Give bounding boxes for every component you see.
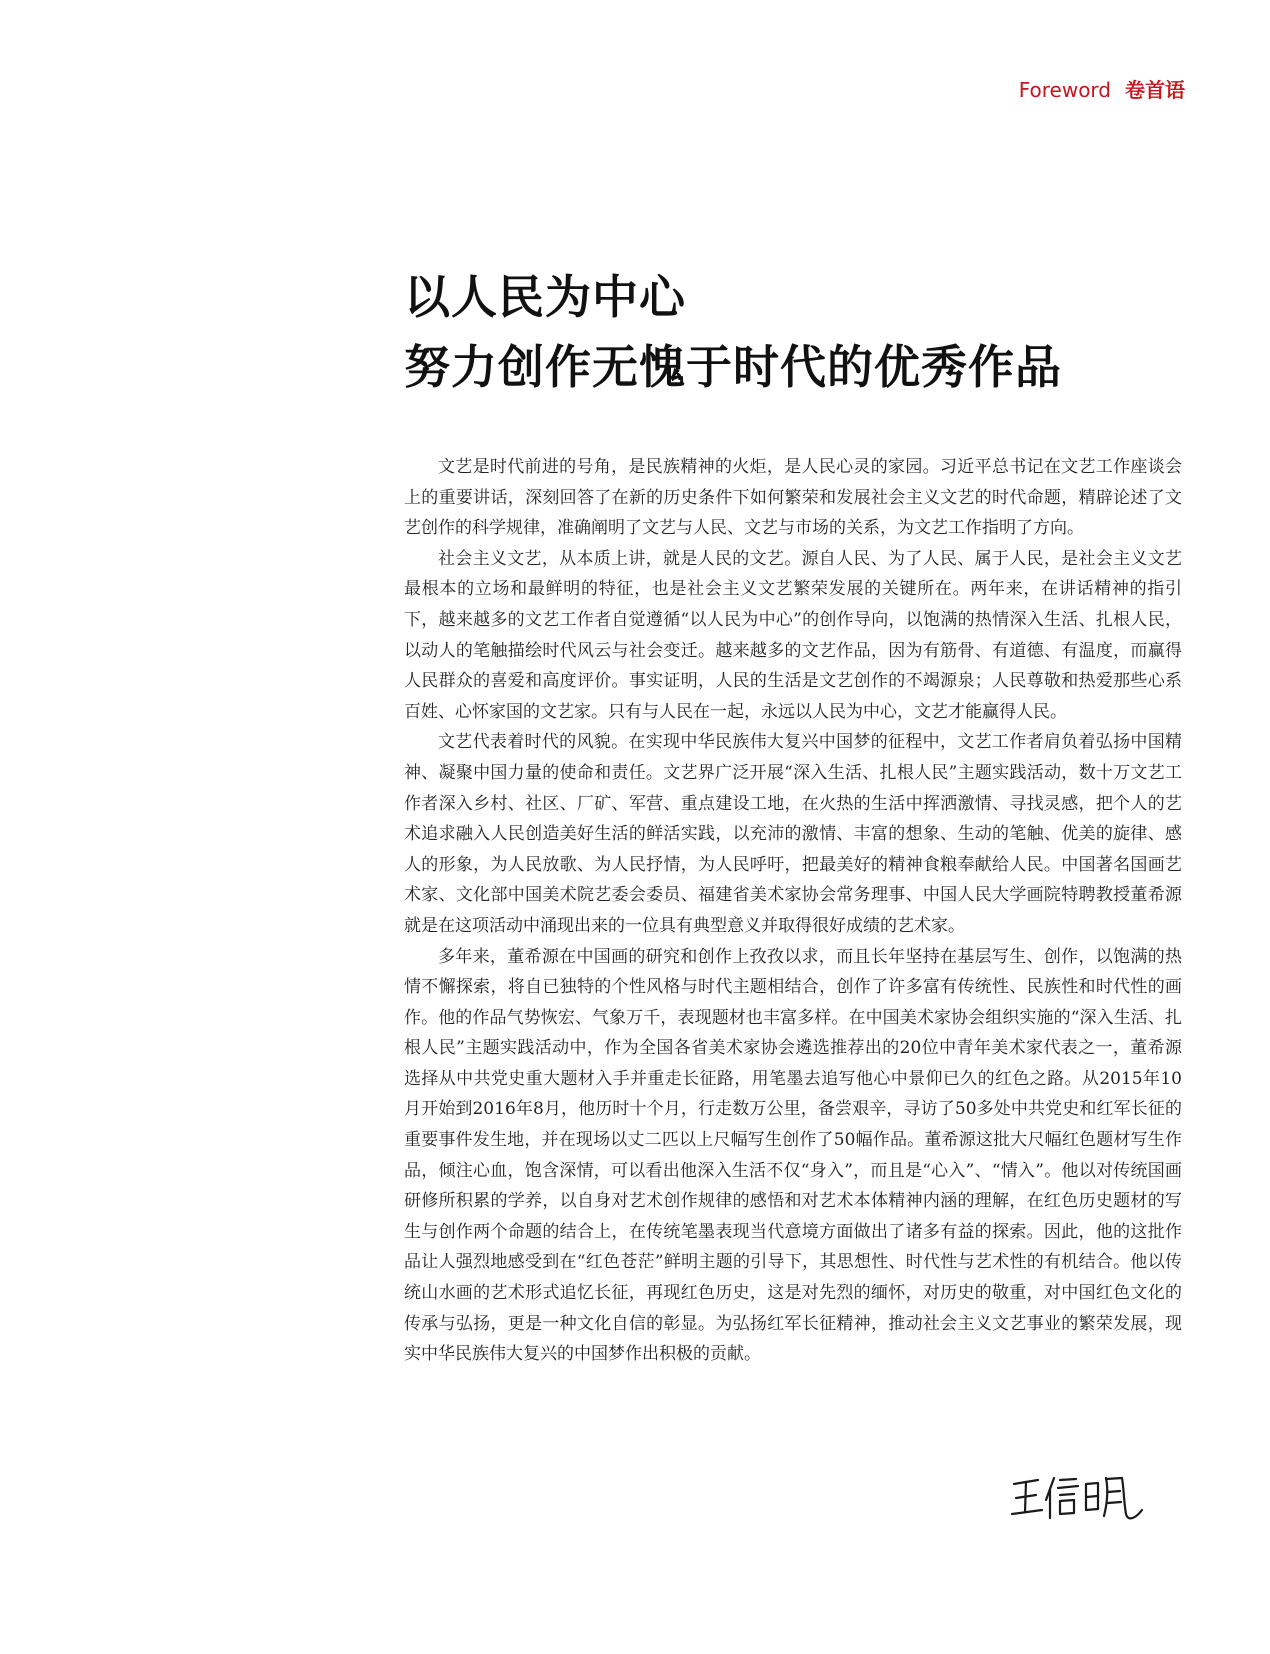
signature-icon: [1008, 1470, 1148, 1530]
paragraph-3: 文艺代表着时代的风貌。在实现中华民族伟大复兴中国梦的征程中，文艺工作者肩负着弘扬中国精神、凝聚中国力量的使命和责任。文艺界广泛开展“深入生活、扎根人民”主题实践活动，数十万文艺工作者深入乡村、社区、厂矿、军营、重点建设工地，在火热的生活中挥洒激情、寻找灵感，把个人的艺术追求融入人民创造美好生活的鲜活实践，以充沛的激情、丰富的想象、生动的笔触、优美的旋律、感人的形象，为人民放歌、为人民抒情，为人民呼吁，把最美好的精神食粮奉献给人民。中国著名国画艺术家、文化部中国美术院艺委会委员、福建省美术家协会常务理事、中国人民大学画院特聘教授董希源就是在这项活动中涌现出来的一位具有典型意义并取得很好成绩的艺术家。: [404, 732, 1182, 936]
article-body: [404, 452, 1182, 1370]
title-line-1: 以人民为中心: [404, 270, 686, 324]
paragraph-2: 社会主义文艺，从本质上讲，就是人民的文艺。源自人民、为了人民、属于人民，是社会主义文艺最根本的立场和最鲜明的特征，也是社会主义文艺繁荣发展的关键所在。两年来，在讲话精神的指引下，越来越多的文艺工作者自觉遵循“以人民为中心”的创作导向，以饱满的热情深入生活、扎根人民，以动人的笔触描绘时代风云与社会变迁。越来越多的文艺作品，因为有筋骨、有道德、有温度，而赢得人民群众的喜爱和高度评价。事实证明，人民的生活是文艺创作的不竭源泉；人民尊敬和热爱那些心系百姓、心怀家国的文艺家。只有与人民在一起，永远以人民为中心，文艺才能赢得人民。: [404, 548, 1182, 722]
handwritten-signature: [1008, 1470, 1148, 1530]
paragraph-1: 文艺是时代前进的号角，是民族精神的火炬，是人民心灵的家园。习近平总书记在文艺工作座谈会上的重要讲话，深刻回答了在新的历史条件下如何繁荣和发展社会主义文艺的时代命题，精辟论述了文艺创作的科学规律，准确阐明了文艺与人民、文艺与市场的关系，为文艺工作指明了方向。: [404, 457, 1182, 539]
title-line-2: 努力创作无愧于时代的优秀作品: [404, 340, 1062, 394]
article-title: [404, 262, 1224, 402]
paragraph-4: 多年来，董希源在中国画的研究和创作上孜孜以求，而且长年坚持在基层写生、创作，以饱满的热情不懈探索，将自已独特的个性风格与时代主题相结合，创作了许多富有传统性、民族性和时代性的画作。他的作品气势恢宏、气象万千，表现题材也丰富多样。在中国美术家协会组织实施的“深入生活、扎根人民”主题实践活动中，作为全国各省美术家协会遴选推荐出的20位中青年美术家代表之一，董希源选择从中共党史重大题材入手并重走长征路，用笔墨去追写他心中景仰已久的红色之路。从2015年10月开始到2016年8月，他历时十个月，行走数万公里，备尝艰辛，寻访了50多处中共党史和红军长征的重要事件发生地，并在现场以丈二匹以上尺幅写生创作了50幅作品。董希源这批大尺幅红色题材写生作品，倾注心血，饱含深情，可以看出他深入生活不仅“身入”，而且是“心入”、“情入”。他以对传统国画研修所积累的学养，以自身对艺术创作规律的感悟和对艺术本体精神内涵的理解，在红色历史题材的写生与创作两个命题的结合上，在传统笔墨表现当代意境方面做出了诸多有益的探索。因此，他的这批作品让人强烈地感受到在“红色苍茫”鲜明主题的引导下，其思想性、时代性与艺术性的有机结合。他以传统山水画的艺术形式追忆长征，再现红色历史，这是对先烈的缅怀，对历史的敬重，对中国红色文化的传承与弘扬，更是一种文化自信的彰显。为弘扬红军长征精神，推动社会主义文艺事业的繁荣发展，现实中华民族伟大复兴的中国梦作出积极的贡献。: [404, 946, 1182, 1365]
section-header: [1019, 74, 1185, 103]
section-label-zh: 卷首语: [1125, 78, 1185, 102]
section-label-en: Foreword: [1018, 78, 1111, 102]
